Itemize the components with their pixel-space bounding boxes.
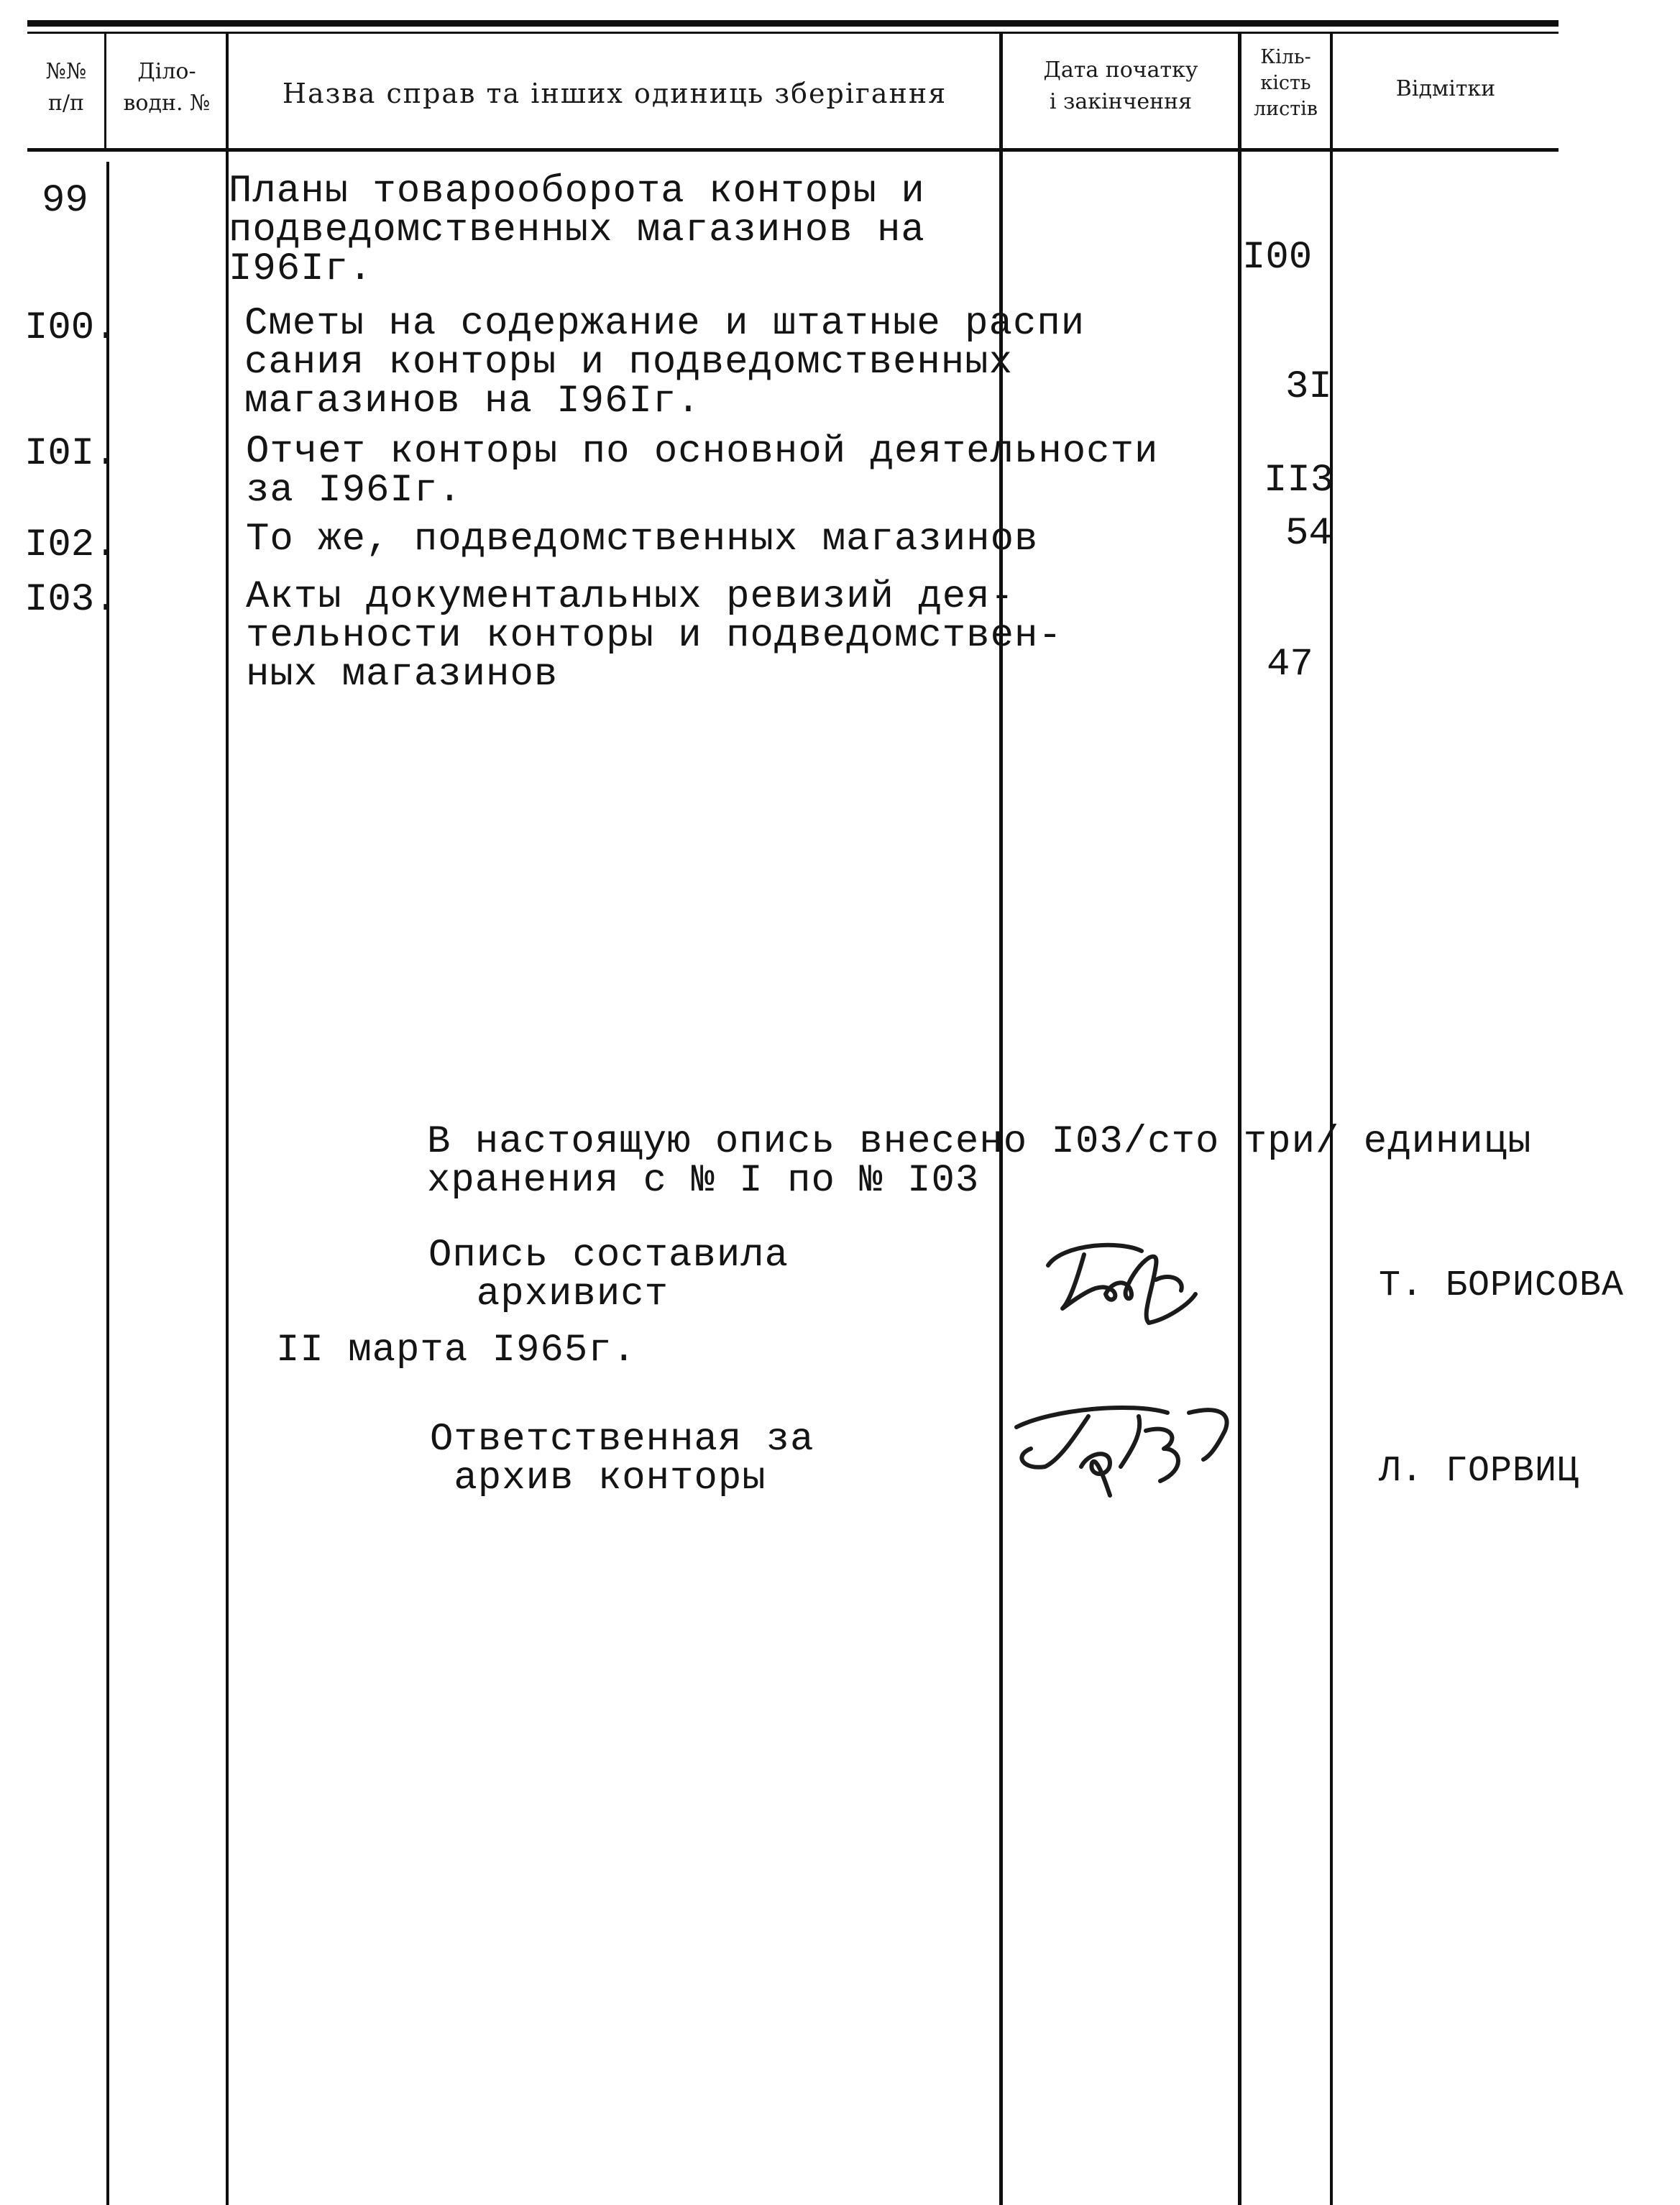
row-title: Сметы на содержание и штатные распи сания конторы и подведомственных магазинов на I96Iг. bbox=[244, 302, 1085, 423]
compile-date: II марта I965г. bbox=[276, 1329, 637, 1372]
header-dates: Дата початку і закінчення bbox=[1043, 58, 1198, 114]
row-sheets: II3 bbox=[1264, 459, 1334, 503]
column-divider bbox=[1238, 32, 1241, 2205]
compiler-role: Опись составила архивист bbox=[428, 1234, 789, 1316]
column-divider bbox=[226, 32, 229, 2205]
row-sheets: I00 bbox=[1242, 236, 1313, 280]
header-office-number: Діло- водн. № bbox=[123, 59, 211, 116]
responsible-name: Л. ГОРВИЦ bbox=[1379, 1451, 1580, 1492]
header-rule bbox=[27, 148, 1559, 152]
header-sheets: Кіль- кість листів bbox=[1253, 46, 1318, 120]
row-sheets: 54 bbox=[1285, 512, 1332, 556]
top-rule bbox=[27, 20, 1559, 27]
signature-gorvits bbox=[1002, 1388, 1239, 1510]
column-divider bbox=[1330, 32, 1333, 2205]
row-title: То же, подведомственных магазинов bbox=[246, 518, 1039, 561]
top-rule-thin bbox=[27, 32, 1559, 34]
row-number: I02. bbox=[24, 523, 118, 567]
row-title: Отчет конторы по основной деятельности за I96Iг. bbox=[246, 430, 1159, 513]
row-sheets: 3I bbox=[1285, 365, 1332, 409]
total-statement: В настоящую опись внесено I03/сто три/ единицы хранения с № I по № I03 bbox=[427, 1120, 1532, 1203]
header-title: Назва справ та інших одиниць зберігання bbox=[282, 78, 947, 109]
row-title: Акты документальных ревизий дея- тельности конторы и подведомствен- ных магазинов bbox=[246, 575, 1062, 697]
header-number: №№ п/п bbox=[45, 59, 87, 116]
row-number: 99 bbox=[42, 179, 88, 223]
row-number: I00. bbox=[24, 306, 118, 350]
compiler-name: Т. БОРИСОВА bbox=[1379, 1265, 1625, 1306]
signature-borisova bbox=[1034, 1222, 1221, 1330]
row-title: Планы товарооборота конторы и подведомственных магазинов на I96Iг. bbox=[229, 170, 925, 291]
header-notes: Відмітки bbox=[1395, 76, 1496, 101]
responsible-role: Ответственная за архив конторы bbox=[430, 1418, 814, 1500]
row-number: I03. bbox=[24, 578, 118, 622]
column-divider bbox=[104, 32, 106, 148]
row-number: I0I. bbox=[24, 432, 118, 476]
row-sheets: 47 bbox=[1267, 643, 1313, 687]
